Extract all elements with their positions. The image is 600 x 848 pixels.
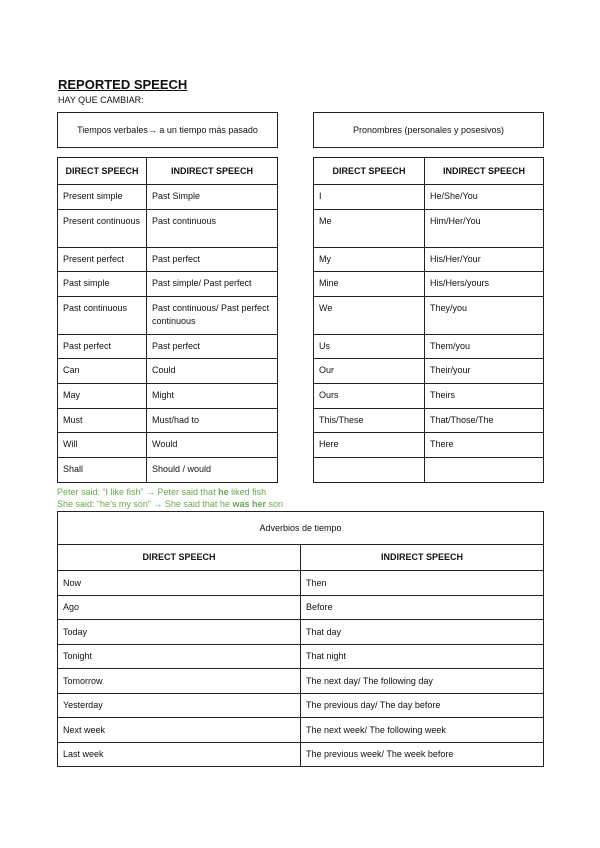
indirect-cell: He/She/You	[425, 185, 544, 210]
example-2-highlight-was: was	[232, 499, 250, 509]
example-2-text-end: son	[265, 499, 283, 509]
direct-cell: Tonight	[58, 645, 301, 669]
table-row	[58, 718, 544, 743]
indirect-cell: Should / would	[147, 458, 278, 483]
indirect-cell: Then	[301, 571, 544, 596]
direct-cell: Past simple	[58, 272, 147, 297]
time-adverbs-caption: Adverbios de tiempo	[58, 512, 544, 545]
table-row	[58, 210, 278, 248]
col-header-direct: DIRECT SPEECH	[58, 158, 147, 185]
time-adverbs-table	[57, 511, 544, 767]
indirect-cell: Them/you	[425, 335, 544, 359]
table-row	[314, 384, 544, 409]
page-title: REPORTED SPEECH	[58, 77, 188, 92]
examples	[57, 486, 283, 510]
direct-cell: Today	[58, 620, 301, 645]
table-row	[314, 359, 544, 384]
direct-cell: Ours	[314, 384, 425, 409]
direct-cell: I	[314, 185, 425, 210]
table-row	[314, 210, 544, 248]
indirect-cell: Past continuous	[147, 210, 278, 248]
table-row	[314, 185, 544, 210]
table-row	[58, 297, 278, 335]
table-row	[314, 433, 544, 458]
example-2-text: She said: “he’s my son” → She said that he	[57, 499, 233, 509]
table-row	[58, 409, 278, 433]
direct-cell: Tomorrow	[58, 669, 301, 694]
table-row	[58, 248, 278, 272]
table-spacer	[314, 148, 544, 158]
direct-cell: We	[314, 297, 425, 335]
indirect-cell: The next day/ The following day	[301, 669, 544, 694]
direct-cell: Shall	[58, 458, 147, 483]
direct-cell: Will	[58, 433, 147, 458]
direct-cell: May	[58, 384, 147, 409]
pronouns-body	[314, 185, 544, 483]
pronouns-caption: Pronombres (personales y posesivos)	[314, 113, 544, 148]
pronouns-table	[313, 112, 544, 483]
direct-cell: Next week	[58, 718, 301, 743]
col-header-direct: DIRECT SPEECH	[58, 545, 301, 571]
table-row	[58, 433, 278, 458]
indirect-cell: Past continuous/ Past perfect continuous	[147, 297, 278, 335]
indirect-cell: The previous day/ The day before	[301, 694, 544, 718]
indirect-cell: They/you	[425, 297, 544, 335]
example-line-2	[57, 498, 283, 510]
example-1-text-end: liked fish	[228, 487, 267, 497]
table-row	[314, 409, 544, 433]
direct-cell: Past continuous	[58, 297, 147, 335]
indirect-cell: Might	[147, 384, 278, 409]
indirect-cell: Past perfect	[147, 248, 278, 272]
indirect-cell: That day	[301, 620, 544, 645]
indirect-cell: Him/Her/You	[425, 210, 544, 248]
table-row	[314, 248, 544, 272]
indirect-cell: Past Simple	[147, 185, 278, 210]
direct-cell: Now	[58, 571, 301, 596]
verb-tenses-caption: Tiempos verbales→ a un tiempo más pasado	[58, 113, 278, 148]
table-row	[58, 743, 544, 767]
direct-cell: Our	[314, 359, 425, 384]
table-row	[58, 384, 278, 409]
direct-cell: Can	[58, 359, 147, 384]
page-subtitle: HAY QUE CAMBIAR:	[58, 95, 144, 105]
direct-cell: Present simple	[58, 185, 147, 210]
table-row	[58, 645, 544, 669]
direct-cell: Present perfect	[58, 248, 147, 272]
table-row	[314, 297, 544, 335]
direct-cell: Must	[58, 409, 147, 433]
table-row	[314, 272, 544, 297]
table-row	[58, 458, 278, 483]
direct-cell: My	[314, 248, 425, 272]
indirect-cell: There	[425, 433, 544, 458]
indirect-cell: The previous week/ The week before	[301, 743, 544, 767]
example-1-text: Peter said: “I like fish” → Peter said that	[57, 487, 219, 497]
direct-cell: This/These	[314, 409, 425, 433]
example-1-highlight: he	[218, 487, 229, 497]
table-row	[314, 335, 544, 359]
time-adverbs-body	[58, 571, 544, 767]
indirect-cell: Past perfect	[147, 335, 278, 359]
direct-cell: Yesterday	[58, 694, 301, 718]
indirect-cell: That night	[301, 645, 544, 669]
direct-cell: Mine	[314, 272, 425, 297]
table-row	[58, 272, 278, 297]
indirect-cell	[425, 458, 544, 483]
indirect-cell: The next week/ The following week	[301, 718, 544, 743]
indirect-cell: Must/had to	[147, 409, 278, 433]
indirect-cell: Their/your	[425, 359, 544, 384]
table-row	[314, 458, 544, 483]
col-header-indirect: INDIRECT SPEECH	[425, 158, 544, 185]
direct-cell: Ago	[58, 596, 301, 620]
indirect-cell: His/Her/Your	[425, 248, 544, 272]
indirect-cell: Before	[301, 596, 544, 620]
example-line-1	[57, 486, 283, 498]
table-row	[58, 571, 544, 596]
table-row	[58, 596, 544, 620]
direct-cell: Us	[314, 335, 425, 359]
verb-tenses-body	[58, 185, 278, 483]
direct-cell: Here	[314, 433, 425, 458]
verb-tenses-table	[57, 112, 278, 483]
table-row	[58, 359, 278, 384]
table-row	[58, 620, 544, 645]
col-header-indirect: INDIRECT SPEECH	[147, 158, 278, 185]
direct-cell: Me	[314, 210, 425, 248]
direct-cell: Present continuous	[58, 210, 147, 248]
table-spacer	[58, 148, 278, 158]
table-row	[58, 335, 278, 359]
indirect-cell: Theirs	[425, 384, 544, 409]
direct-cell: Past perfect	[58, 335, 147, 359]
table-row	[58, 669, 544, 694]
col-header-direct: DIRECT SPEECH	[314, 158, 425, 185]
col-header-indirect: INDIRECT SPEECH	[301, 545, 544, 571]
direct-cell	[314, 458, 425, 483]
example-2-highlight-her: her	[251, 499, 266, 509]
table-row	[58, 694, 544, 718]
indirect-cell: Would	[147, 433, 278, 458]
table-row	[58, 185, 278, 210]
indirect-cell: Past simple/ Past perfect	[147, 272, 278, 297]
direct-cell: Last week	[58, 743, 301, 767]
indirect-cell: Could	[147, 359, 278, 384]
indirect-cell: That/Those/The	[425, 409, 544, 433]
indirect-cell: His/Hers/yours	[425, 272, 544, 297]
